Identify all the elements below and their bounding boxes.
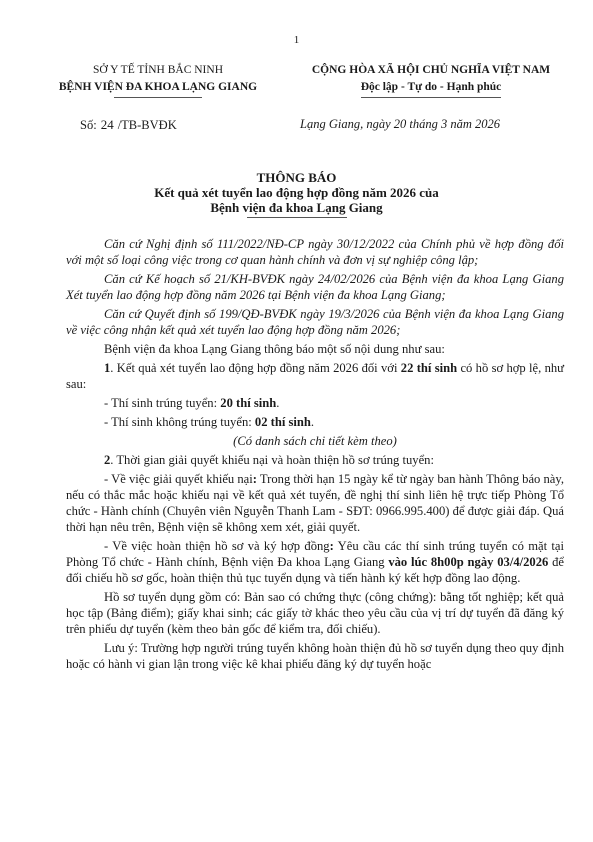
complaints-paragraph: - Về việc giải quyết khiếu nại: Trong thời hạn 15 ngày kể từ ngày ban hành Thông báo này, nếu có thắc mắc hoặc khiếu nại về kết quả xét tuyển, đề nghị thí sinh liên hệ trực tiếp Phòng Tổ chức - Hành chính (Chuyên viên Nguyễn Thanh Lam - SĐT: 0966.995.400) để được giải đáp. Quá thời hạn nêu trên, Bệnh viện sẽ không xem xét, giải quyết. (66, 472, 564, 534)
document-body (66, 236, 564, 675)
failed-candidates: - Thí sinh không trúng tuyển: 02 thí sinh. (104, 415, 315, 429)
title-line-3: Bệnh viện đa khoa Lạng Giang (210, 200, 383, 215)
national-header (286, 62, 576, 98)
agency-header (38, 62, 278, 98)
issuing-agency: BỆNH VIỆN ĐA KHOA LẠNG GIANG (58, 81, 258, 93)
legal-basis-1: Căn cứ Nghị định số 111/2022/NĐ-CP ngày 30/12/2022 của Chính phủ về hợp đồng đối với một số loại công việc trong cơ quan hành chính và đơn vị sự nghiệp công lập; (66, 237, 564, 267)
agency-underline (114, 97, 202, 98)
document-title (0, 170, 593, 218)
doc-number-prefix: Số: (80, 118, 97, 132)
title-line-1: THÔNG BÁO (256, 170, 337, 185)
document-number (80, 117, 177, 133)
national-title: CỘNG HÒA XÃ HỘI CHỦ NGHĨA VIỆT NAM (311, 64, 551, 76)
date-line: Lạng Giang, ngày 20 tháng 3 năm 2026 (300, 117, 500, 131)
dossier-paragraph: Hồ sơ tuyển dụng gồm có: Bản sao có chứng thực (công chứng): bằng tốt nghiệp; kết quả học tập (Bảng điểm); giấy khai sinh; các giấy tờ khác theo yêu cầu của vị trí dự tuyển đã đăng ký trên phiếu dự tuyển (kèm theo bản gốc để kiểm tra, đối chiếu). (66, 590, 564, 636)
intro-paragraph: Bệnh viện đa khoa Lạng Giang thông báo một số nội dung như sau: (104, 342, 445, 356)
doc-number-value: 24 (100, 117, 114, 132)
contract-paragraph: - Về việc hoàn thiện hồ sơ và ký hợp đồng: Yêu cầu các thí sinh trúng tuyển có mặt tại Phòng Tổ chức - Hành chính, Bệnh viện Đa khoa Lạng Giang vào lúc 8h00p ngày 03/4/2026 để đối chiếu hồ sơ gốc, hoàn thiện thủ tục tuyển dụng và tiến hành ký kết hợp đồng lao động. (66, 539, 564, 585)
attachment-note: (Có danh sách chi tiết kèm theo) (233, 434, 397, 448)
national-motto: Độc lập - Tự do - Hạnh phúc (360, 81, 502, 93)
title-line-2: Kết quả xét tuyển lao động hợp đồng năm 2026 của (154, 185, 439, 200)
parent-agency: SỞ Y TẾ TỈNH BẮC NINH (92, 64, 223, 76)
section-1-number: 1 (104, 361, 111, 375)
section-1: 1. Kết quả xét tuyển lao động hợp đồng năm 2026 đối với 22 thí sinh có hồ sơ hợp lệ, như sau: (66, 361, 564, 391)
legal-basis-3: Căn cứ Quyết định số 199/QĐ-BVĐK ngày 19/3/2026 của Bệnh viện đa khoa Lạng Giang về việc công nhận kết quả xét tuyển lao động hợp đồng năm 2026; (66, 307, 564, 337)
passed-candidates: - Thí sinh trúng tuyển: 20 thí sinh. (104, 396, 280, 410)
page-number: 1 (293, 34, 300, 46)
section-2: 2. Thời gian giải quyết khiếu nại và hoàn thiện hồ sơ trúng tuyển: (104, 453, 434, 467)
note-paragraph: Lưu ý: Trường hợp người trúng tuyển không hoàn thiện đủ hồ sơ tuyển dụng theo quy định hoặc có hành vi gian lận trong việc kê khai phiếu đăng ký dự tuyển hoặc (66, 641, 564, 671)
motto-underline (361, 97, 501, 98)
doc-number-suffix: /TB-BVĐK (117, 118, 177, 132)
title-underline (247, 217, 347, 218)
legal-basis-2: Căn cứ Kế hoạch số 21/KH-BVĐK ngày 24/02/2026 của Bệnh viện đa khoa Lạng Giang Xét tuyển lao động hợp đồng năm 2026 tại Bệnh viện đa khoa Lạng Giang; (66, 272, 564, 302)
section-2-number: 2 (104, 453, 111, 467)
